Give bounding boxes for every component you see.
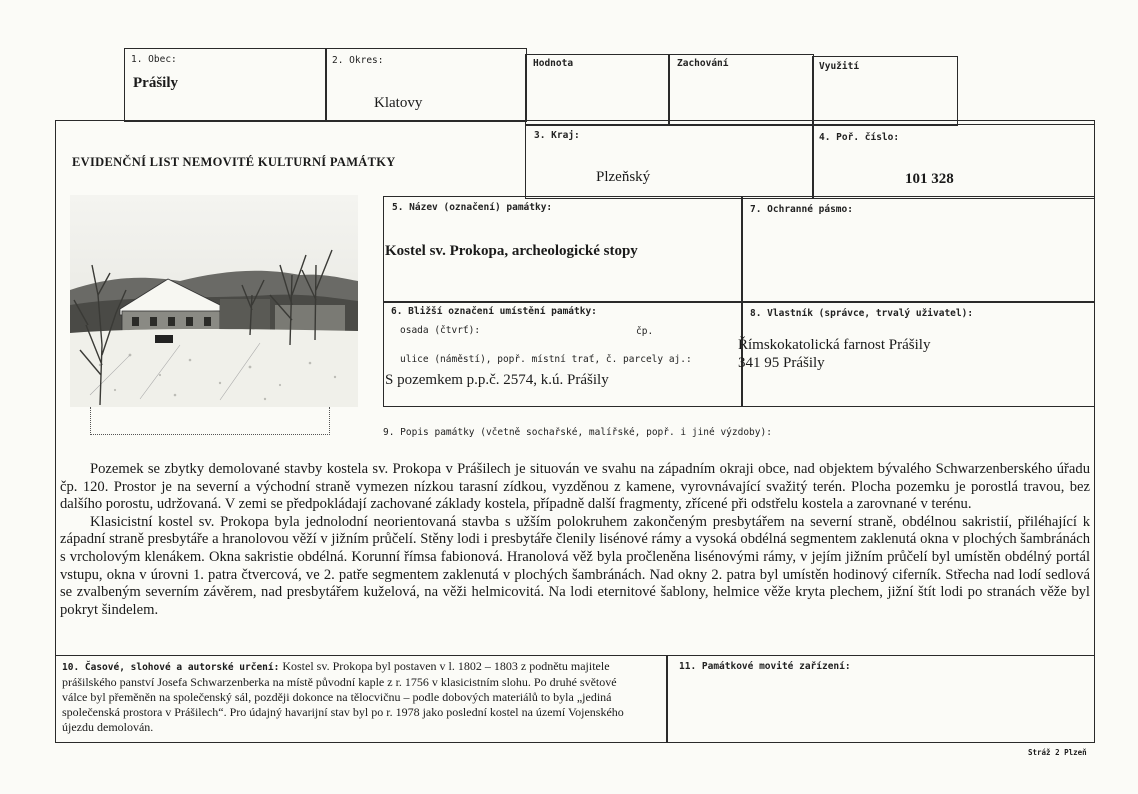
umisteni-value: S pozemkem p.p.č. 2574, k.ú. Prášily [385,372,609,388]
ulice-label: ulice (náměstí), popř. místní trať, č. parcely aj.: [400,354,692,365]
vyuziti-label: Využití [819,61,860,72]
umisteni-label: 6. Bližší označení umístění památky: [391,306,597,317]
photo-caption-frame [90,407,330,435]
casove-text: Kostel sv. Prokopa byl postaven v l. 1802 – 1803 z podnětu majitele prášilského panství Josefa Schwarzenberka na místě původní kaple z r. 1756 v klasicistním slohu. Po druhé světové válce byl přeměněn na společenský sál, později dokonce na tělocvičnu – podle dobových materiálů to byla „jediná společenská prostora v Prášilech“. Pro údajný havarijní stav byl po r. 1978 jako poslední kostel na území Vojenského újezdu demolován. [62,659,624,734]
photo-image [70,195,358,407]
kraj-label: 3. Kraj: [534,130,580,141]
field-casove [55,655,668,743]
casove-label: 10. Časové, slohové a autorské určení: [62,662,280,673]
field-movita [666,655,1095,743]
field-por-cislo [812,124,1095,199]
field-obec [124,48,327,122]
obec-label: 1. Obec: [131,54,177,65]
zachovani-label: Zachování [677,58,729,69]
casove-block [62,659,637,735]
vlastnik-line2: 341 95 Prášily [738,355,825,371]
nazev-label: 5. Název (označení) památky: [392,202,553,213]
osada-label: osada (čtvrť): [400,325,481,336]
vlastnik-line1: Římskokatolická farnost Prášily [738,337,931,353]
field-hodnota [525,54,670,126]
kraj-value: Plzeňský [596,169,651,185]
field-zachovani [668,54,814,126]
field-okres [325,48,527,122]
hodnota-label: Hodnota [533,58,574,69]
popis-paragraph-2: Klasicistní kostel sv. Prokopa byla jednolodní neorientovaná stavba s užším polokruhem zakončeným presbytářem na severní straně, obdélnou sakristií, přiléhající k západní straně presbytáře a hranolovou věží v jižním průčelí. Stěny lodi i presbytáře členily lisénové rámy a vysoká obdélná segmentem zaklenutá okna v plochých šambránách s vrcholovým klenákem. Okna sakristie obdélná. Korunní římsa fabionová. Hranolová věž byla pročleněna lisénovými rámy, v jejím jižním průčelí byl umístěn obdélný portál vstupu, okna v úrovni 1. patra čtvercová, ve 2. patře segmentem zaklenutá v plochých šambránách. Nad okny 2. patra byl umístěn hodinový ciferník. Střecha nad lodí sedlová se zvalbeným severním závěrem, nad presbytářem kuželová, na věži helmicovitá. Na lodi eternitové šablony, helmice věže kryta plechem, jižní štít lodi po stranách věže byl pokryt šindelem. [60,513,1090,618]
popis-label: 9. Popis památky (včetně sochařské, malířské, popř. i jiné výzdoby): [383,427,772,438]
obec-value: Prášily [133,75,178,91]
cp-label: čp. [636,326,654,337]
por-cislo-value: 101 328 [905,171,954,187]
popis-paragraph-1: Pozemek se zbytky demolované stavby kostela sv. Prokopa v Prášilech je situován ve svahu na západním okraji obce, nad objektem bývalého Schwarzenberského úřadu čp. 120. Prostor je na severní a východní straně vymezen nízkou tarasní zídkou, vyzděnou z kamene, vyrovnávající svažitý terén. Plocha pozemku je porostlá travou, bez dalšího porostu, udržovaná. V zemi se předpokládají zachované základy kostela, případně další fragmenty, zřícené při odstřelu kostela a zarovnané v terénu. [60,461,1090,513]
vlastnik-label: 8. Vlastník (správce, trvalý uživatel): [750,308,974,319]
popis-text [60,461,1090,619]
field-ochranne-pasmo [741,196,1095,303]
ochranne-pasmo-label: 7. Ochranné pásmo: [750,204,853,215]
nazev-value: Kostel sv. Prokopa, archeologické stopy [385,243,638,259]
okres-value: Klatovy [374,95,423,111]
field-nazev [383,196,743,303]
printer-footer: Stráž 2 Plzeň [1028,748,1087,757]
field-vyuziti [812,56,958,126]
field-vlastnik [738,301,1095,407]
form-title: EVIDENČNÍ LIST NEMOVITÉ KULTURNÍ PAMÁTKY [72,155,396,169]
movita-label: 11. Památkové movité zařízení: [679,661,851,672]
field-umisteni [383,301,743,407]
church-site-photo [70,195,358,407]
por-cislo-label: 4. Poř. číslo: [819,132,900,143]
field-kraj [525,124,814,199]
okres-label: 2. Okres: [332,55,384,66]
